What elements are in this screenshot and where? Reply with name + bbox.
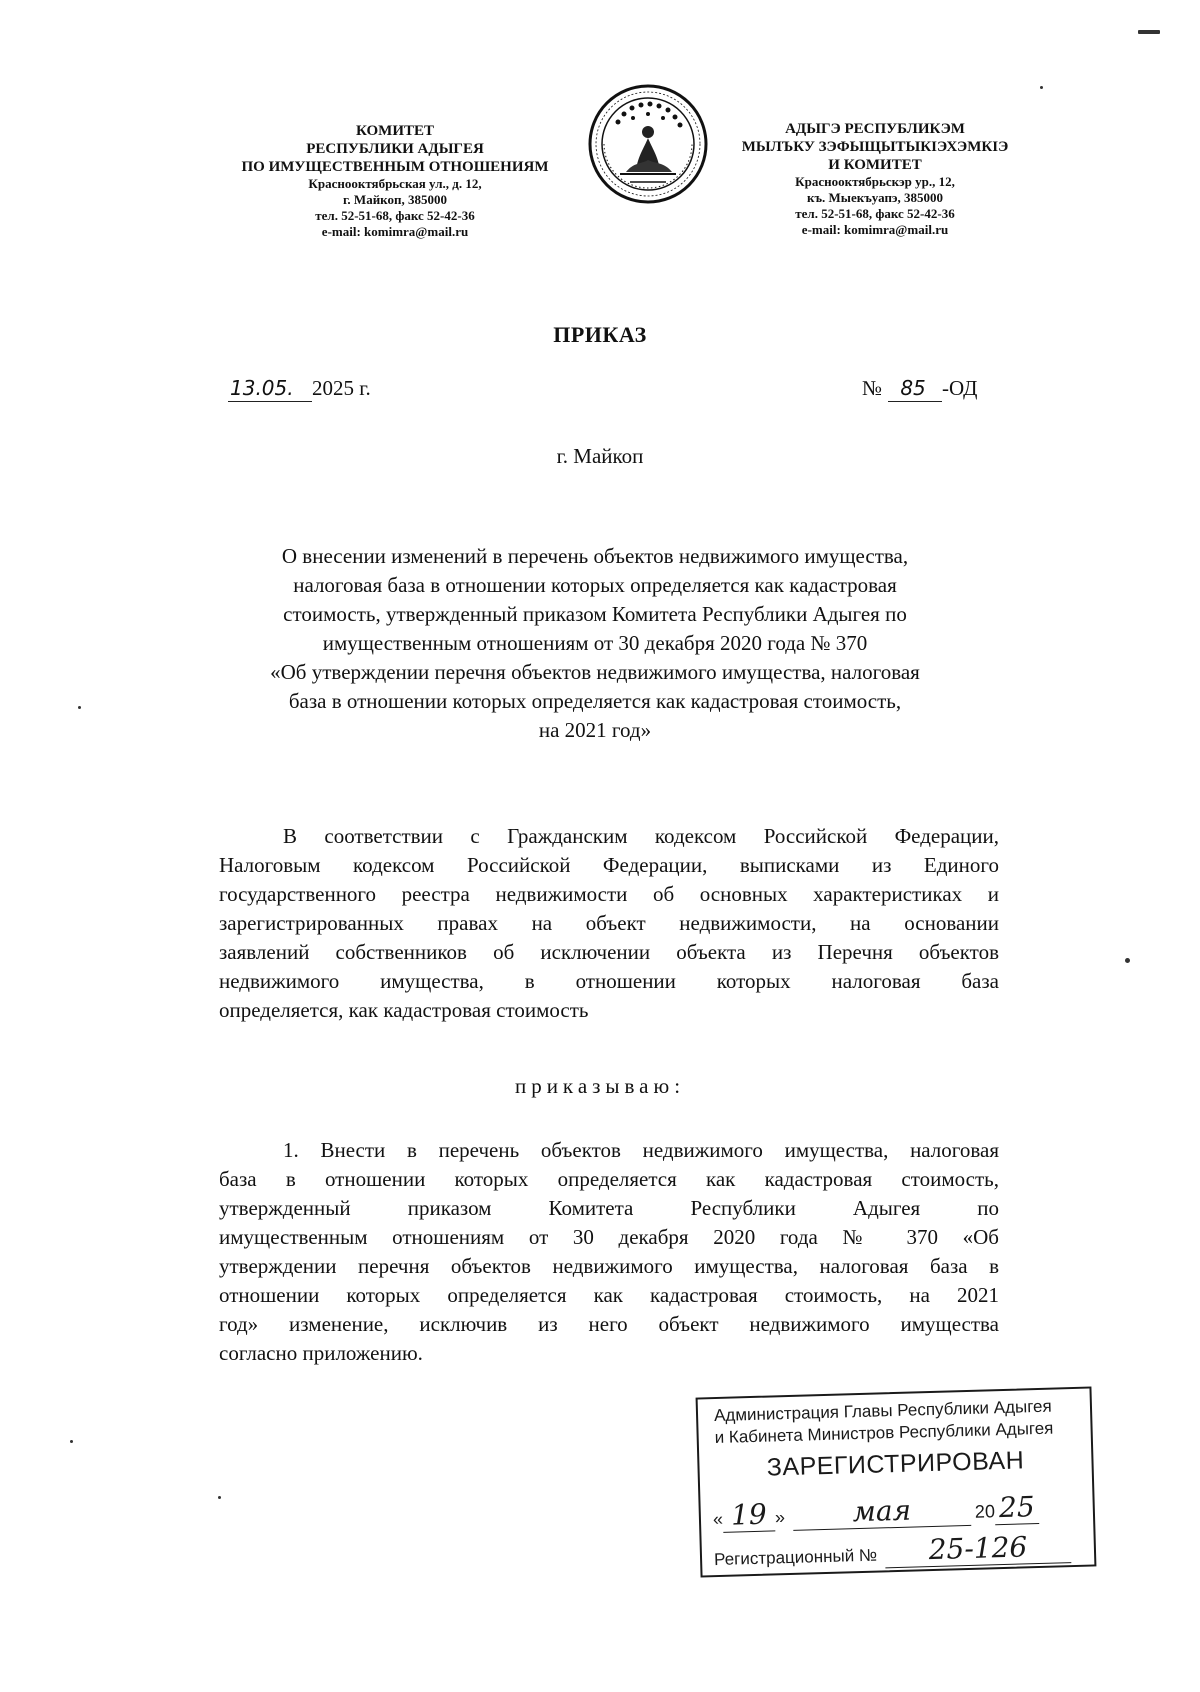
header-left-address-line: Краснооктябрьская ул., д. 12,: [308, 176, 482, 191]
stamp-reg-number-handwritten: 25-126: [885, 1529, 1072, 1568]
coat-of-arms-icon: [586, 82, 710, 206]
paragraph-line: определяется, как кадастровая стоимость: [219, 998, 589, 1022]
paragraph-line: утвержденный приказом Комитета Республики Адыгея по: [219, 1196, 999, 1220]
stamp-month-handwritten: мая: [792, 1492, 971, 1531]
clause-1-paragraph: [219, 1136, 999, 1368]
scan-speck: [1040, 86, 1043, 89]
header-left-org-line: РЕСПУБЛИКИ АДЫГЕЯ: [306, 141, 484, 157]
date-year: 2025 г.: [312, 376, 371, 400]
paragraph-line: Налоговым кодексом Российской Федерации, выписками из Единого: [219, 853, 999, 877]
handwritten-number: 85: [888, 376, 942, 402]
header-left-email-line: e-mail: komimra@mail.ru: [321, 224, 469, 239]
stamp-status: ЗАРЕГИСТРИРОВАН: [766, 1446, 1025, 1482]
header-right-org-line: МЫЛЪКУ ЗЭФЫЩЫТЫКIЭХЭМКIЭ: [741, 139, 1009, 155]
paragraph-line: имущественным отношениям от 30 декабря 2020 года № 370 «Об: [219, 1225, 999, 1249]
paragraph-line: зарегистрированных правах на объект недвижимости, на основании: [219, 911, 999, 935]
order-date: [228, 376, 371, 402]
header-right-address-line: Краснооктябрьскэр ур., 12,: [795, 174, 955, 189]
paragraph-line: база в отношении которых определяется как кадастровая стоимость,: [219, 1167, 999, 1191]
subject-line: на 2021 год»: [538, 718, 652, 742]
header-right-address-line: къ. Мыекъуапэ, 385000: [806, 190, 944, 205]
scan-speck: [70, 1440, 73, 1443]
order-word: приказываю:: [514, 1074, 686, 1098]
paragraph-line: 1. Внести в перечень объектов недвижимого имущества, налоговая: [283, 1138, 999, 1162]
header-right-phone-line: тел. 52-51-68, факс 52-42-36: [795, 206, 955, 221]
order-title: ПРИКАЗ: [553, 322, 647, 347]
preamble-paragraph: [219, 822, 999, 1025]
header-right-org-line: АДЫГЭ РЕСПУБЛИКЭМ: [785, 121, 965, 137]
stamp-org-line: и Кабинета Министров Республики Адыгея: [714, 1418, 1054, 1448]
paragraph-line: согласно приложению.: [219, 1341, 423, 1365]
scan-speck: [218, 1496, 221, 1499]
subject-line: «Об утверждении перечня объектов недвижимого имущества, налоговая: [270, 660, 920, 684]
subject-line: имущественным отношениям от 30 декабря 2020 года № 370: [322, 631, 868, 655]
paragraph-line: год» изменение, исключив из него объект недвижимого имущества: [219, 1312, 999, 1336]
header-left-org-line: КОМИТЕТ: [355, 123, 434, 139]
header-right-email-line: e-mail: komimra@mail.ru: [801, 222, 949, 237]
handwritten-date: 13.05.: [228, 376, 312, 402]
scan-speck: [78, 706, 81, 709]
order-number: [862, 376, 977, 402]
order-subject: [200, 542, 990, 745]
header-right-block: [715, 120, 1035, 238]
number-sign: №: [862, 376, 883, 400]
subject-line: стоимость, утвержденный приказом Комитета Республики Адыгея по: [283, 602, 907, 626]
stamp-close-quote: »: [774, 1507, 786, 1528]
stamp-registration: [714, 1529, 1087, 1573]
paragraph-line: государственного реестра недвижимости об основных характеристиках и: [219, 882, 999, 906]
stamp-day-handwritten: 19: [722, 1497, 775, 1532]
paragraph-line: В соответствии с Гражданским кодексом Российской Федерации,: [283, 824, 999, 848]
stamp-reg-label: Регистрационный №: [713, 1545, 878, 1570]
header-left-phone-line: тел. 52-51-68, факс 52-42-36: [315, 208, 475, 223]
subject-line: налоговая база в отношении которых определяется как кадастровая: [293, 573, 897, 597]
number-suffix: -ОД: [942, 376, 978, 400]
stamp-year-prefix: 20: [974, 1501, 996, 1522]
header-left-contacts: [205, 176, 585, 240]
header-right-contacts: [715, 174, 1035, 238]
city: г. Майкоп: [556, 444, 644, 468]
paragraph-line: заявлений собственников об исключении объекта из Перечня объектов: [219, 940, 999, 964]
subject-line: база в отношении которых определяется как кадастровая стоимость,: [288, 689, 902, 713]
header-left-address-line: г. Майкоп, 385000: [342, 192, 447, 207]
header-right-org-line: И КОМИТЕТ: [828, 157, 922, 173]
scan-speck: [1125, 958, 1130, 963]
stamp-organization: [714, 1396, 1054, 1449]
stamp-year-handwritten: 25: [994, 1490, 1039, 1525]
paragraph-line: отношении которых определяется как кадастровая стоимость, на 2021: [219, 1283, 999, 1307]
scan-speck: [1138, 30, 1160, 34]
paragraph-line: недвижимого имущества, в отношении которых налоговая база: [219, 969, 999, 993]
subject-line: О внесении изменений в перечень объектов недвижимого имущества,: [281, 544, 909, 568]
stamp-org-line: Администрация Главы Республики Адыгея: [713, 1396, 1052, 1426]
stamp-open-quote: «: [712, 1508, 724, 1530]
header-left-org-line: ПО ИМУЩЕСТВЕННЫМ ОТНОШЕНИЯМ: [241, 159, 549, 175]
header-left-block: [205, 122, 585, 240]
paragraph-line: утверждении перечня объектов недвижимого имущества, налоговая база в: [219, 1254, 999, 1278]
stamp-date: [712, 1489, 1085, 1533]
registration-stamp: [696, 1387, 1097, 1578]
